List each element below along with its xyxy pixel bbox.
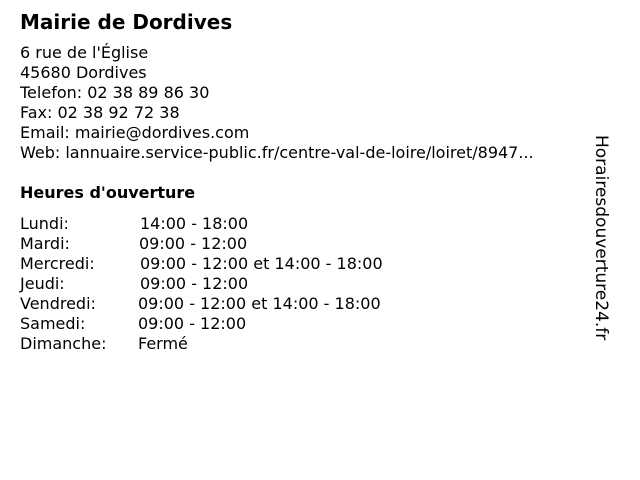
address-block bbox=[20, 43, 534, 163]
website-url: Web: lannuaire.service-public.fr/centre-val-de-loire/loiret/8947... bbox=[20, 143, 534, 162]
day-label: Mercredi: bbox=[20, 254, 95, 273]
page-title: Mairie de Dordives bbox=[20, 10, 233, 34]
postal-city: 45680 Dordives bbox=[20, 63, 147, 82]
time-value: 14:00 - 18:00 bbox=[140, 214, 249, 233]
street-address: 6 rue de l'Église bbox=[20, 43, 149, 62]
site-watermark: Horairesdouverture24.fr bbox=[591, 135, 611, 341]
opening-hours-heading: Heures d'ouverture bbox=[20, 183, 196, 202]
email-address: Email: mairie@dordives.com bbox=[20, 123, 250, 142]
time-value: Fermé bbox=[138, 334, 188, 353]
day-label: Samedi: bbox=[20, 314, 86, 333]
day-label: Jeudi: bbox=[20, 274, 65, 293]
day-label: Lundi: bbox=[20, 214, 69, 233]
day-label: Mardi: bbox=[20, 234, 70, 253]
time-value: 09:00 - 12:00 bbox=[138, 314, 247, 333]
time-value: 09:00 - 12:00 et 14:00 - 18:00 bbox=[138, 294, 381, 313]
day-label: Dimanche: bbox=[20, 334, 107, 353]
time-value: 09:00 - 12:00 et 14:00 - 18:00 bbox=[140, 254, 383, 273]
fax-number: Fax: 02 38 92 72 38 bbox=[20, 103, 180, 122]
time-value: 09:00 - 12:00 bbox=[139, 234, 248, 253]
day-label: Vendredi: bbox=[20, 294, 96, 313]
time-value: 09:00 - 12:00 bbox=[140, 274, 249, 293]
phone-number: Telefon: 02 38 89 86 30 bbox=[20, 83, 210, 102]
